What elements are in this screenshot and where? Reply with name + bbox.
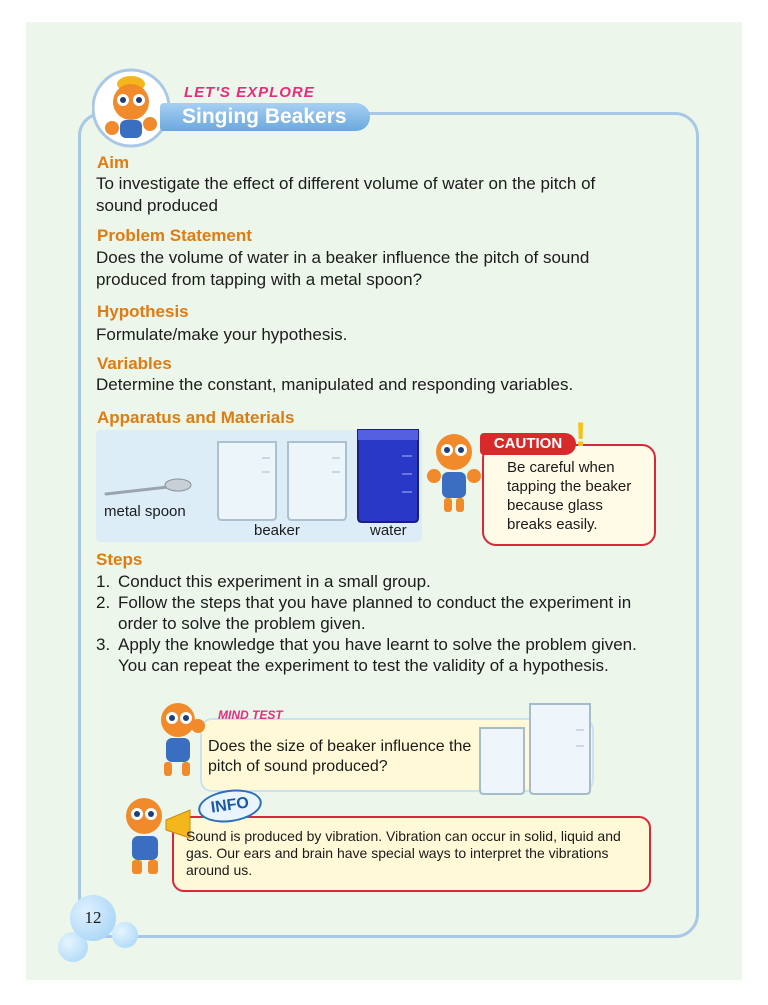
aim-text-line2: sound produced xyxy=(96,196,218,215)
info-line: Sound is produced by vibration. Vibration can occur in solid, liquid and xyxy=(186,828,621,844)
step-item xyxy=(96,571,637,592)
beaker-label: beaker xyxy=(254,522,300,539)
mind-test-question xyxy=(208,737,471,777)
beakers-different-sizes-icon xyxy=(476,700,594,798)
apparatus-heading: Apparatus and Materials xyxy=(97,408,295,427)
page-title: Singing Beakers xyxy=(182,105,347,128)
caution-tag: CAUTION xyxy=(480,433,576,455)
caution-line: Be careful when xyxy=(507,459,615,476)
lets-explore-kicker: LET'S EXPLORE xyxy=(184,84,315,101)
step-text-cont: You can repeat the experiment to test the validity of a hypothesis. xyxy=(118,656,609,675)
metal-spoon-icon xyxy=(102,474,194,500)
empty-beakers-icon xyxy=(214,438,354,522)
robot-mascot-icon xyxy=(92,66,170,150)
robot-mind-test-icon xyxy=(148,698,210,780)
problem-heading: Problem Statement xyxy=(97,226,252,245)
hypothesis-text: Formulate/make your hypothesis. xyxy=(96,325,348,344)
decorative-bubble xyxy=(112,922,138,948)
problem-text-line1: Does the volume of water in a beaker influence the pitch of sound xyxy=(96,248,590,267)
steps-heading: Steps xyxy=(96,550,143,569)
caution-line: tapping the beaker xyxy=(507,478,632,495)
step-text: Follow the steps that you have planned to conduct the experiment in xyxy=(118,593,632,612)
robot-info-icon xyxy=(110,790,194,880)
mind-test-line: pitch of sound produced? xyxy=(208,758,388,775)
aim-text-line1: To investigate the effect of different volume of water on the pitch of xyxy=(96,174,596,193)
aim-heading: Aim xyxy=(97,153,130,172)
variables-heading: Variables xyxy=(97,354,172,373)
steps-list xyxy=(96,571,637,676)
step-text: Apply the knowledge that you have learnt to solve the problem given. xyxy=(118,635,637,654)
mind-test-line: Does the size of beaker influence the xyxy=(208,738,472,755)
metal-spoon-label: metal spoon xyxy=(104,503,186,520)
problem-text-line2: produced from tapping with a metal spoon? xyxy=(96,270,423,289)
caution-line: breaks easily. xyxy=(507,516,598,533)
step-text: Conduct this experiment in a small group. xyxy=(118,572,431,591)
info-text xyxy=(186,828,621,879)
caution-exclamation: ! xyxy=(575,416,587,454)
caution-line: because glass xyxy=(507,497,603,514)
mind-test-tag: MIND TEST xyxy=(218,708,283,722)
step-item xyxy=(96,634,637,655)
step-number: 3. xyxy=(96,635,111,654)
variables-text: Determine the constant, manipulated and responding variables. xyxy=(96,375,574,394)
page-number: 12 xyxy=(70,895,116,941)
step-item xyxy=(96,592,637,613)
beaker-with-water-icon xyxy=(352,426,424,524)
info-line: around us. xyxy=(186,862,253,878)
step-text-cont: order to solve the problem given. xyxy=(118,614,366,633)
hypothesis-heading: Hypothesis xyxy=(97,302,189,321)
robot-caution-icon xyxy=(424,428,484,518)
step-number: 1. xyxy=(96,572,111,591)
caution-text xyxy=(507,458,631,534)
info-tag: INFO xyxy=(196,786,264,827)
step-number: 2. xyxy=(96,593,111,612)
water-label: water xyxy=(370,522,407,539)
info-line: gas. Our ears and brain have special ways to interpret the vibrations xyxy=(186,845,609,861)
